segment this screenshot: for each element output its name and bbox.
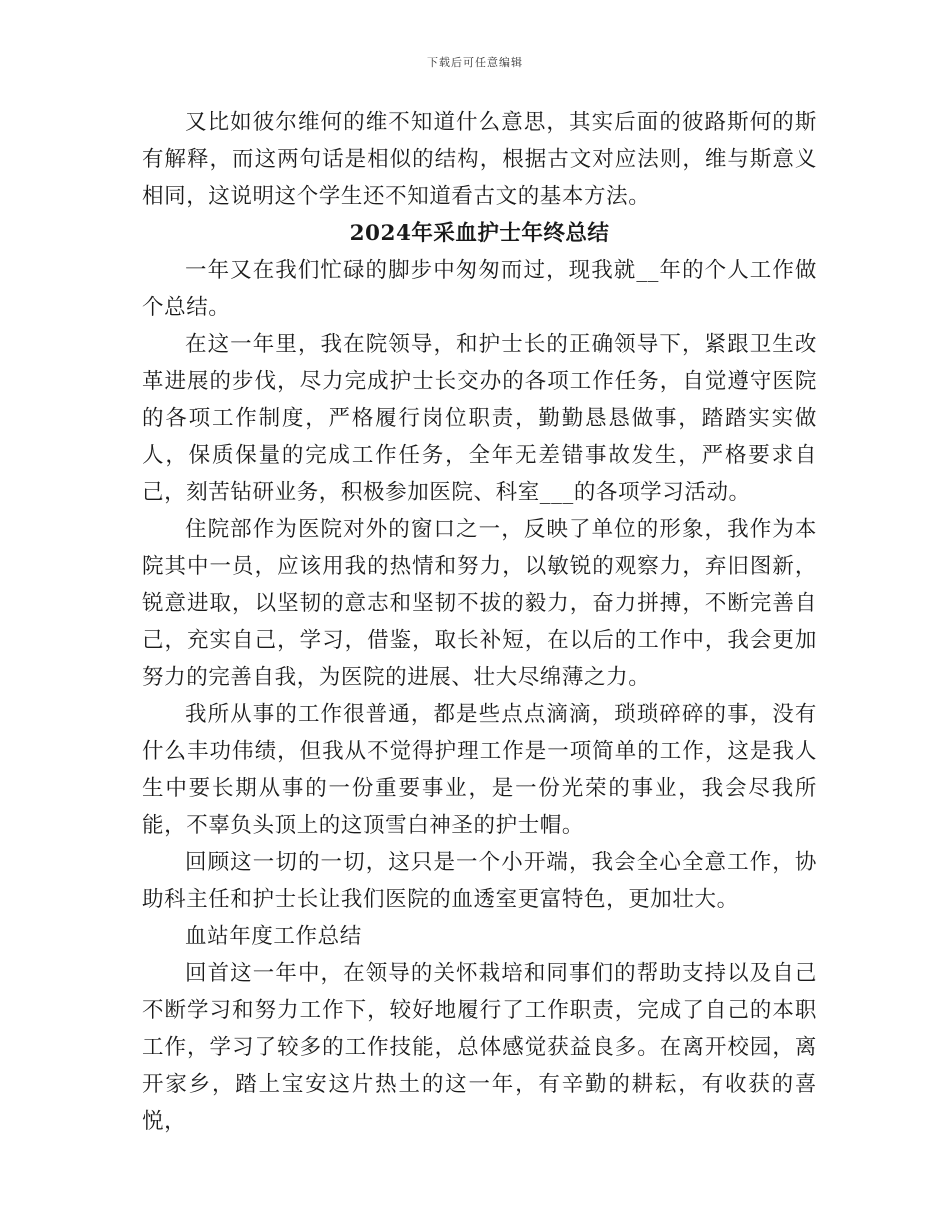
paragraph-2: 在这一年里，我在院领导，和护士长的正确领导下，紧跟卫生改革进展的步伐，尽力完成护士长交办的各项工作任务，自觉遵守医院的各项工作制度，严格履行岗位职责，勤勤恳恳做事，踏踏实实做人，保质保量的完成工作任务，全年无差错事故发生，严格要求自己，刻苦钻研业务，积极参加医院、科室___的各项学习活动。 <box>142 332 817 505</box>
document-body <box>142 104 817 1140</box>
page-header: 下载后可任意编辑 <box>427 56 523 69</box>
paragraph-3: 住院部作为医院对外的窗口之一，反映了单位的形象，我作为本院其中一员，应该用我的热情和努力，以敏锐的观察力，弃旧图新，锐意进取，以坚韧的意志和坚韧不拔的毅力，奋力拼搏，不断完善自己，充实自己，学习，借鉴，取长补短，在以后的工作中，我会更加努力的完善自我，为医院的进展、壮大尽绵薄之力。 <box>142 517 817 690</box>
paragraph-1: 一年又在我们忙碌的脚步中匆匆而过，现我就__年的个人工作做个总结。 <box>142 258 817 320</box>
paragraph-7: 回首这一年中，在领导的关怀栽培和同事们的帮助支持以及自己不断学习和努力工作下，较好地履行了工作职责，完成了自己的本职工作，学习了较多的工作技能，总体感觉获益良多。在离开校园，离开家乡，踏上宝安这片热土的这一年，有辛勤的耕耘，有收获的喜悦， <box>142 961 817 1134</box>
paragraph-4: 我所从事的工作很普通，都是些点点滴滴，琐琐碎碎的事，没有什么丰功伟绩，但我从不觉得护理工作是一项简单的工作，这是我人生中要长期从事的一份重要事业，是一份光荣的事业，我会尽我所能，不辜负头顶上的这顶雪白神圣的护士帽。 <box>142 702 817 838</box>
paragraph-5: 回顾这一切的一切，这只是一个小开端，我会全心全意工作，协助科主任和护士长让我们医院的血透室更富特色，更加壮大。 <box>142 850 817 912</box>
paragraph-intro: 又比如彼尔维何的维不知道什么意思，其实后面的彼路斯何的斯有解释，而这两句话是相似的结构，根据古文对应法则，维与斯意义相同，这说明这个学生还不知道看古文的基本方法。 <box>142 110 817 209</box>
document-title: 2024年采血护士年终总结 <box>349 221 610 246</box>
section-heading: 血站年度工作总结 <box>185 924 362 949</box>
